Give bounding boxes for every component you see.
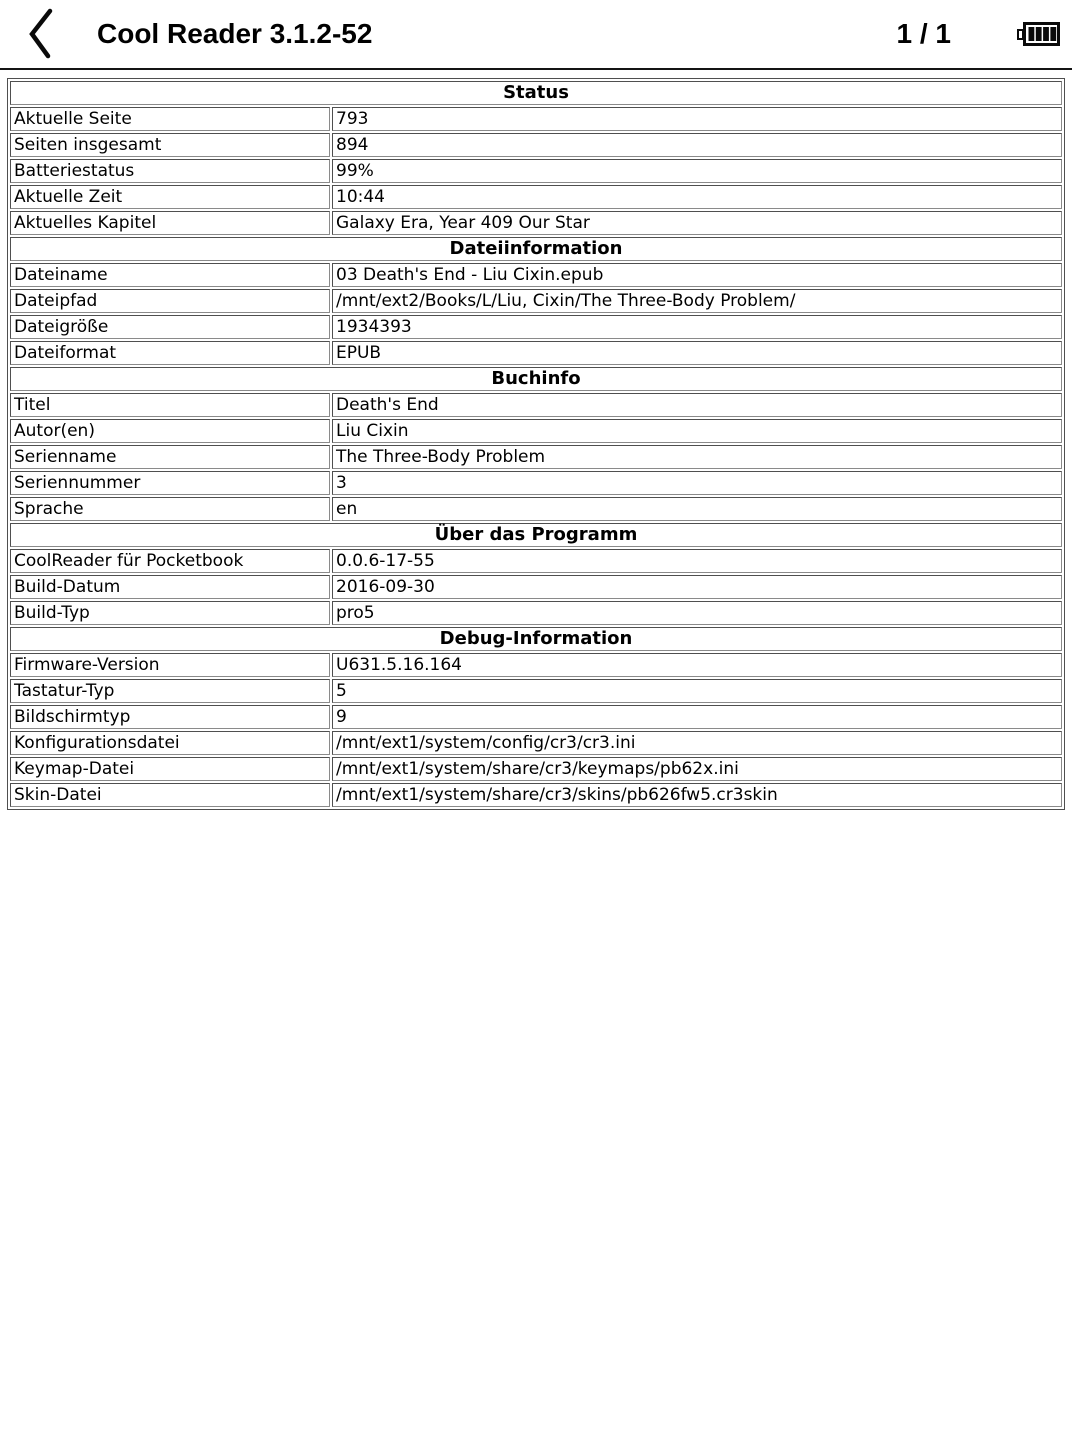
section-title: Status <box>10 81 1062 105</box>
table-row <box>10 731 1062 755</box>
section-title: Dateiinformation <box>10 237 1062 261</box>
section-header-row <box>10 237 1062 261</box>
row-label: Dateiformat <box>10 341 330 365</box>
row-value: /mnt/ext1/system/share/cr3/skins/pb626fw5.cr3skin <box>332 783 1062 807</box>
table-row <box>10 653 1062 677</box>
page-indicator: 1 / 1 <box>896 18 951 49</box>
row-label: Seiten insgesamt <box>10 133 330 157</box>
table-row <box>10 185 1062 209</box>
row-label: CoolReader für Pocketbook <box>10 549 330 573</box>
table-row <box>10 783 1062 807</box>
table-row <box>10 263 1062 287</box>
table-row <box>10 601 1062 625</box>
table-row <box>10 393 1062 417</box>
row-value: The Three-Body Problem <box>332 445 1062 469</box>
table-row <box>10 757 1062 781</box>
table-row <box>10 549 1062 573</box>
row-value: 5 <box>332 679 1062 703</box>
row-value: 2016-09-30 <box>332 575 1062 599</box>
section-title: Über das Programm <box>10 523 1062 547</box>
table-row <box>10 107 1062 131</box>
table-row <box>10 211 1062 235</box>
row-value: 99% <box>332 159 1062 183</box>
row-value: EPUB <box>332 341 1062 365</box>
table-row <box>10 159 1062 183</box>
row-value: en <box>332 497 1062 521</box>
row-label: Build-Datum <box>10 575 330 599</box>
app-title: Cool Reader 3.1.2-52 <box>97 18 373 49</box>
row-value: 9 <box>332 705 1062 729</box>
table-row <box>10 341 1062 365</box>
row-value: 1934393 <box>332 315 1062 339</box>
row-label: Keymap-Datei <box>10 757 330 781</box>
row-label: Firmware-Version <box>10 653 330 677</box>
row-label: Dateiname <box>10 263 330 287</box>
table-row <box>10 445 1062 469</box>
info-table <box>7 78 1065 810</box>
row-value: /mnt/ext1/system/config/cr3/cr3.ini <box>332 731 1062 755</box>
section-header-row <box>10 81 1062 105</box>
battery-full-icon <box>1017 21 1061 47</box>
table-row <box>10 133 1062 157</box>
row-value: Galaxy Era, Year 409 Our Star <box>332 211 1062 235</box>
row-label: Serienname <box>10 445 330 469</box>
table-row <box>10 289 1062 313</box>
table-row <box>10 705 1062 729</box>
table-row <box>10 497 1062 521</box>
back-button[interactable] <box>0 0 97 69</box>
row-label: Dateipfad <box>10 289 330 313</box>
table-row <box>10 679 1062 703</box>
section-header-row <box>10 367 1062 391</box>
row-value: U631.5.16.164 <box>332 653 1062 677</box>
row-value: Death's End <box>332 393 1062 417</box>
row-value: 0.0.6-17-55 <box>332 549 1062 573</box>
row-label: Build-Typ <box>10 601 330 625</box>
row-label: Aktuelle Zeit <box>10 185 330 209</box>
table-row <box>10 575 1062 599</box>
row-label: Autor(en) <box>10 419 330 443</box>
row-label: Aktuelle Seite <box>10 107 330 131</box>
section-title: Buchinfo <box>10 367 1062 391</box>
table-row <box>10 419 1062 443</box>
row-value: /mnt/ext1/system/share/cr3/keymaps/pb62x.ini <box>332 757 1062 781</box>
row-label: Aktuelles Kapitel <box>10 211 330 235</box>
row-label: Tastatur-Typ <box>10 679 330 703</box>
table-row <box>10 471 1062 495</box>
section-header-row <box>10 627 1062 651</box>
row-label: Dateigröße <box>10 315 330 339</box>
section-title: Debug-Information <box>10 627 1062 651</box>
back-chevron-icon <box>24 7 58 62</box>
row-label: Skin-Datei <box>10 783 330 807</box>
row-label: Bildschirmtyp <box>10 705 330 729</box>
row-value: Liu Cixin <box>332 419 1062 443</box>
row-label: Titel <box>10 393 330 417</box>
section-header-row <box>10 523 1062 547</box>
header-bar <box>0 0 1072 70</box>
row-value: 3 <box>332 471 1062 495</box>
row-label: Sprache <box>10 497 330 521</box>
row-value: pro5 <box>332 601 1062 625</box>
row-label: Konfigurationsdatei <box>10 731 330 755</box>
row-value: 793 <box>332 107 1062 131</box>
row-value: 10:44 <box>332 185 1062 209</box>
row-label: Batteriestatus <box>10 159 330 183</box>
row-value: 03 Death's End - Liu Cixin.epub <box>332 263 1062 287</box>
table-row <box>10 315 1062 339</box>
row-value: /mnt/ext2/Books/L/Liu, Cixin/The Three-Body Problem/ <box>332 289 1062 313</box>
row-value: 894 <box>332 133 1062 157</box>
row-label: Seriennummer <box>10 471 330 495</box>
